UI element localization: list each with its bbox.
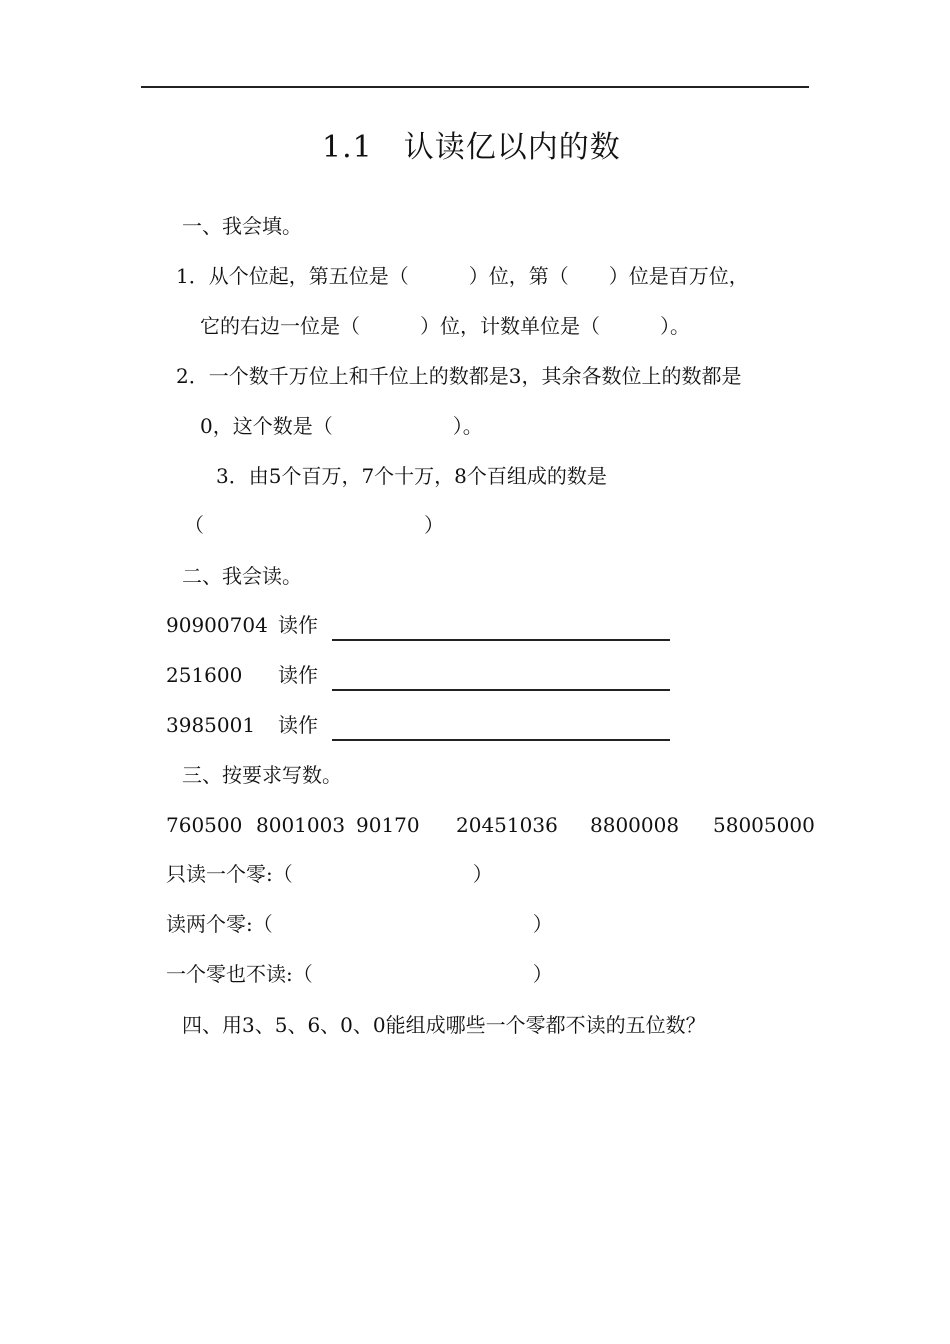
- page-title: 1.1 认读亿以内的数: [322, 130, 621, 165]
- question-1-line-2: 它的右边一位是（ ）位，计数单位是（ ）。: [200, 314, 690, 338]
- question-3-answer-blank: （ ）: [184, 513, 444, 537]
- read-item-1-answer-line: [332, 639, 670, 641]
- question-3-line-1: 3．由5个百万，7个十万，8个百组成的数是: [216, 464, 607, 488]
- read-no-zero-prompt: 一个零也不读:（ ）: [166, 962, 553, 986]
- number-option-6: 58005000: [713, 813, 815, 837]
- number-option-2: 8001003: [256, 813, 346, 837]
- read-item-3-number: 3985001: [166, 713, 256, 737]
- number-option-1: 760500: [166, 813, 243, 837]
- section-3-heading: 三、按要求写数。: [182, 763, 342, 787]
- header-rule: [141, 86, 809, 88]
- question-2-line-2: 0，这个数是（ ）。: [200, 414, 483, 438]
- read-two-zeros-prompt: 读两个零:（ ）: [166, 912, 553, 936]
- section-4-heading: 四、用3、5、6、0、0能组成哪些一个零都不读的五位数？: [182, 1013, 706, 1037]
- section-1-heading: 一、我会填。: [182, 214, 302, 238]
- number-option-5: 8800008: [590, 813, 680, 837]
- read-item-3-label: 读作: [278, 713, 318, 737]
- read-item-2-label: 读作: [278, 663, 318, 687]
- read-item-2-answer-line: [332, 689, 670, 691]
- read-item-2-number: 251600: [166, 663, 243, 687]
- question-2-line-1: 2．一个数千万位上和千位上的数都是3，其余各数位上的数都是: [176, 364, 742, 388]
- read-item-3-answer-line: [332, 739, 670, 741]
- number-option-3: 90170: [356, 813, 420, 837]
- number-option-4: 20451036: [456, 813, 558, 837]
- read-one-zero-prompt: 只读一个零:（ ）: [166, 862, 493, 886]
- read-item-1-label: 读作: [278, 613, 318, 637]
- question-1-line-1: 1．从个位起，第五位是（ ）位，第（ ）位是百万位，: [176, 264, 749, 288]
- read-item-1-number: 90900704: [166, 613, 268, 637]
- section-2-heading: 二、我会读。: [182, 564, 302, 588]
